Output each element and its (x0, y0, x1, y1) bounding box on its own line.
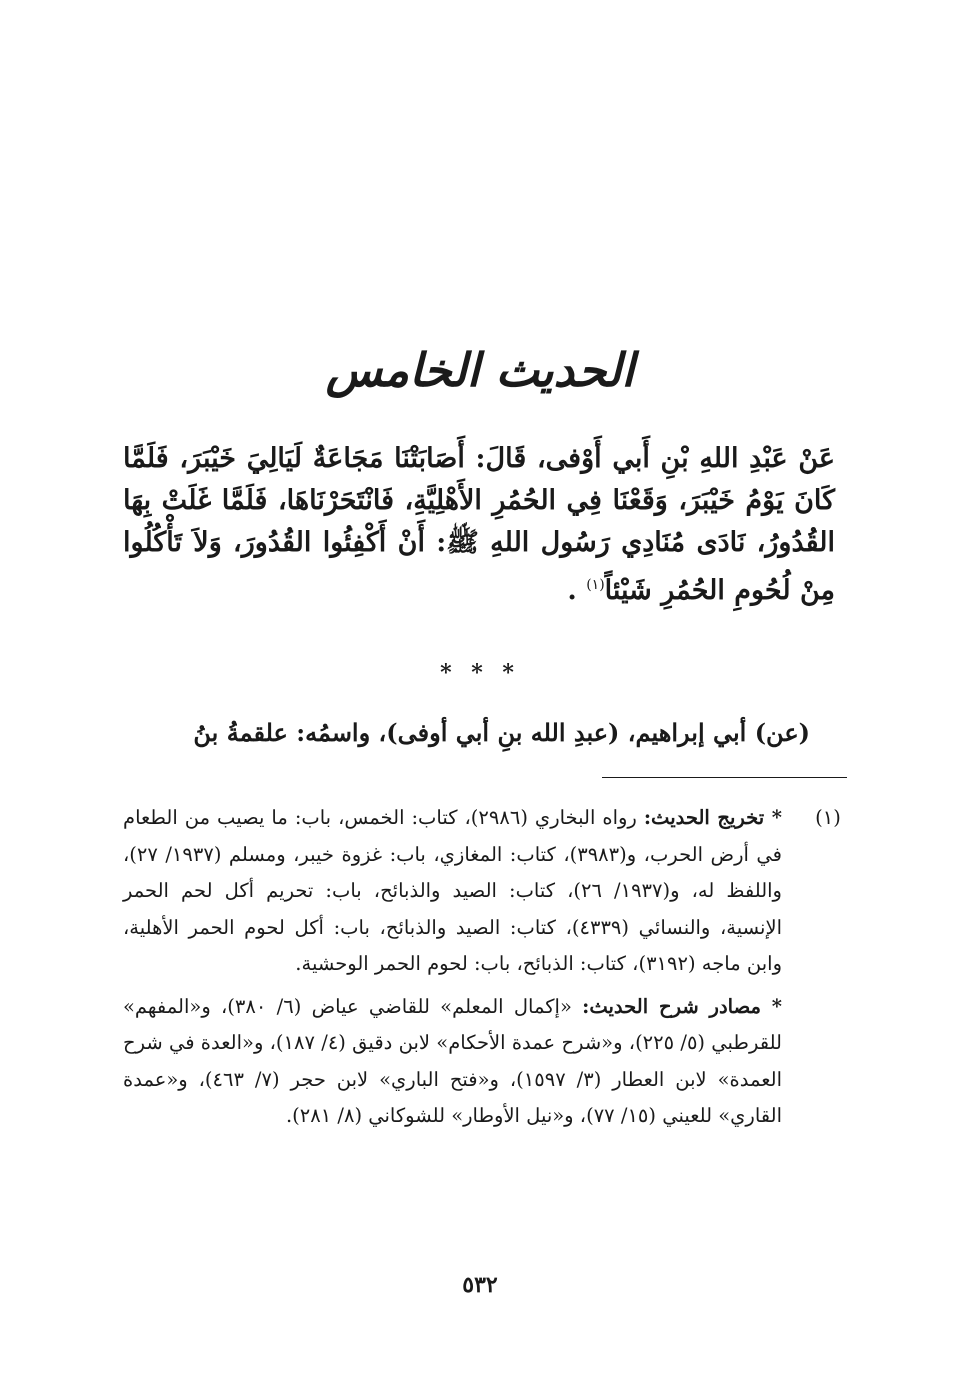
chapter-title: الحديث الخامس (325, 343, 635, 397)
footnote-2 (123, 989, 848, 1135)
hadith-end-mark: . (567, 575, 577, 606)
section-separator: * * * (440, 660, 520, 686)
footnote-1 (123, 800, 848, 983)
footnote-heading: * تخريج الحديث: (643, 806, 782, 829)
hadith-text: عَنْ عَبْدِ اللهِ بْنِ أَبي أَوْفى، قَالَ: أَصَابَتْنَا مَجَاعَةٌ لَيَالِيَ خَيْبَرَ، فَلَمَّا كَانَ يَوْمُ خَيْبَرَ، وَقَعْنَا فِي الحُمُرِ الأَهْلِيَّةِ، فَانْتَحَرْنَاهَا، فَلَمَّا غَلَتْ بِهَا القُدُورُ، نَادَى مُنَادِي رَسُول اللهِ ﷺ: أَنْ أَكْفِئُوا القُدُورَ، وَلاَ تَأْكُلُوا مِنْ لُحُومِ الحُمُرِ شَيْئاً (123, 443, 835, 606)
footnote-number: (١) (815, 806, 841, 829)
footnote-divider (602, 777, 847, 778)
page-number: ٥٣٢ (462, 1272, 498, 1298)
commentary-text: (عن) أبي إبراهيم، (عبدِ الله بنِ أبي أوفى)، واسمُه: علقمةُ بنُ (193, 718, 810, 747)
footnote-reference[interactable]: (١) (586, 577, 605, 593)
footnote-text: «إكمال المعلم» للقاضي عياض (٦/ ٣٨٠)، و«المفهم» للقرطبي (٥/ ٢٢٥)، و«شرح عمدة الأحكام» لابن دقيق (٤/ ١٨٧)، و«العدة في شرح العمدة» لابن العطار (٣/ ١٥٩٧)، و«فتح الباري» لابن حجر (٧/ ٤٦٣)، و«عمدة القاري» للعيني (١٥/ ٧٧)، و«نيل الأوطار» للشوكاني (٨/ ٢٨١). (123, 994, 782, 1127)
footnote-text: رواه البخاري (٢٩٨٦)، كتاب: الخمس، باب: ما يصيب من الطعام في أرض الحرب، و(٣٩٨٣)، كتاب: المغازي، باب: غزوة خيبر، ومسلم (١٩٣٧/ ٢٧)، واللفظ له، و(١٩٣٧/ ٢٦)، كتاب: الصيد والذبائح، باب: تحريم أكل لحم الحمر الإنسية، والنسائي (٤٣٣٩)، كتاب: الصيد والذبائح، باب: أكل لحوم الحمر الأهلية، وابن ماجه (٣١٩٢)، كتاب: الذبائح، باب: لحوم الحمر الوحشية. (123, 806, 782, 975)
footnote-heading: * مصادر شرح الحديث: (582, 994, 782, 1018)
hadith-text-block (123, 438, 835, 612)
footnotes (123, 800, 848, 1141)
